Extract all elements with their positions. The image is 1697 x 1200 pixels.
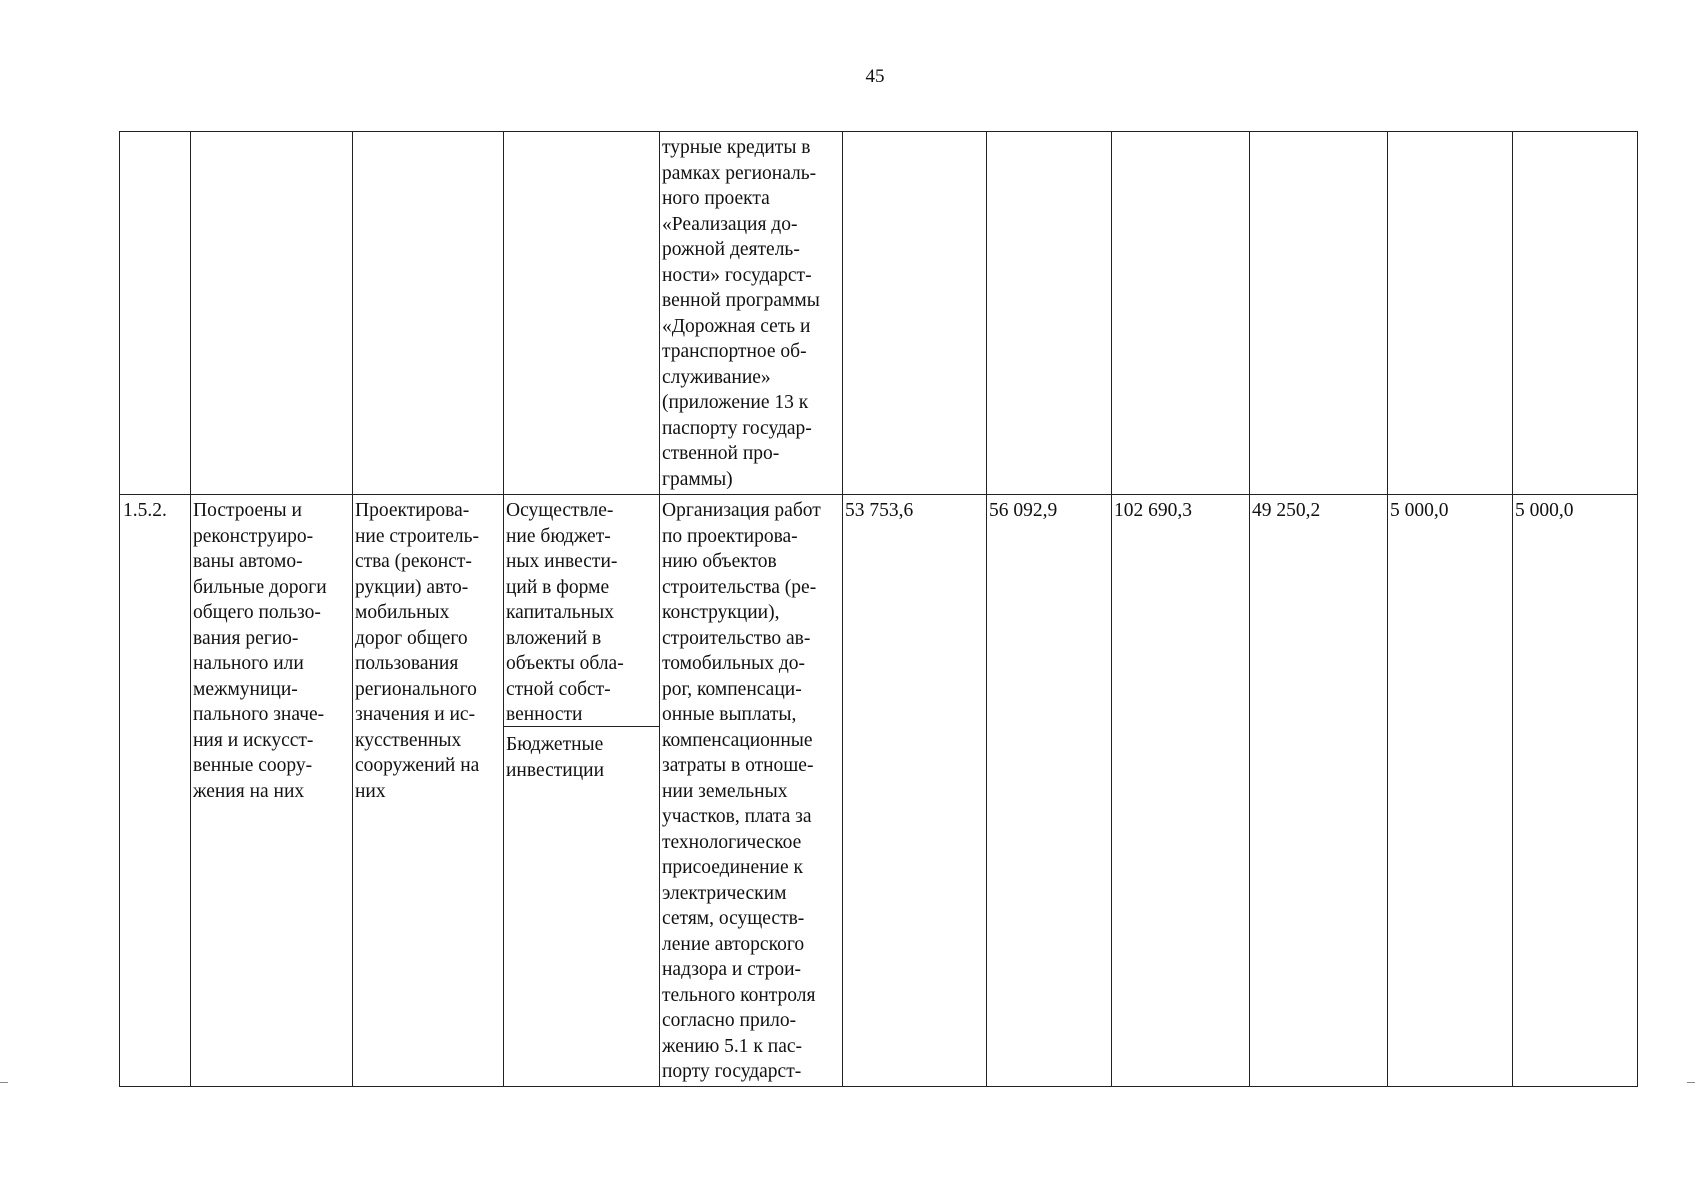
row-divider (120, 494, 1637, 495)
funding-table (119, 131, 1638, 1087)
value-cell: 53 753,6 (845, 500, 914, 521)
column-divider (1387, 132, 1388, 1086)
scan-mark (1687, 1082, 1695, 1083)
scan-mark (0, 1082, 8, 1083)
column-divider (190, 132, 191, 1086)
direction-cell-budget: Бюджетные инвестиции (506, 734, 605, 781)
column-divider (352, 132, 353, 1086)
column-divider (986, 132, 987, 1086)
value-cell: 102 690,3 (1114, 500, 1192, 521)
column-divider (842, 132, 843, 1086)
mechanism-continuation: турные кредиты в рамках региональ- ного проекта «Реализация до- рожной деятель- ности» государст- венной программы «Дорожная сеть и транспортное об- служивание» (приложение 13 к паспорту государ- ственной про- граммы) (662, 137, 820, 490)
row-number: 1.5.2. (123, 500, 167, 521)
result-cell: Построены и реконструиро- ваны автомо- бильные дороги общего пользо- вания регио- нального или межмуници- пального значе- ния и искусст- венные соору- жения на них (193, 500, 327, 802)
mechanism-cell: Организация работ по проектирова- нию объектов строительства (ре- конструкции), строительство ав- томобильных до- рог, компенсаци- онные выплаты, компенсационные затраты в отноше- нии земельных участков, плата за технологическое присоединение к электрическим сетям, осуществ- ление авторского надзора и строи- тельного контроля согласно прило- жению 5.1 к пас- порту государст- (662, 500, 821, 1082)
value-cell: 5 000,0 (1390, 500, 1449, 521)
event-cell: Проектирова- ние строитель- ства (реконст- рукции) авто- мобильных дорог общего пользования регионального значения и ис- кусственных сооружений на них (355, 500, 480, 802)
direction-cell-capital: Осуществле- ние бюджет- ных инвести- ций в форме капитальных вложений в объекты обла- стной собст- венности (506, 500, 624, 725)
value-cell: 49 250,2 (1252, 500, 1321, 521)
column-divider (503, 132, 504, 1086)
column-divider (1111, 132, 1112, 1086)
page-number: 45 (865, 66, 885, 87)
value-cell: 56 092,9 (989, 500, 1058, 521)
column-divider (1512, 132, 1513, 1086)
column-divider (1249, 132, 1250, 1086)
value-cell: 5 000,0 (1515, 500, 1574, 521)
column-divider (659, 132, 660, 1086)
